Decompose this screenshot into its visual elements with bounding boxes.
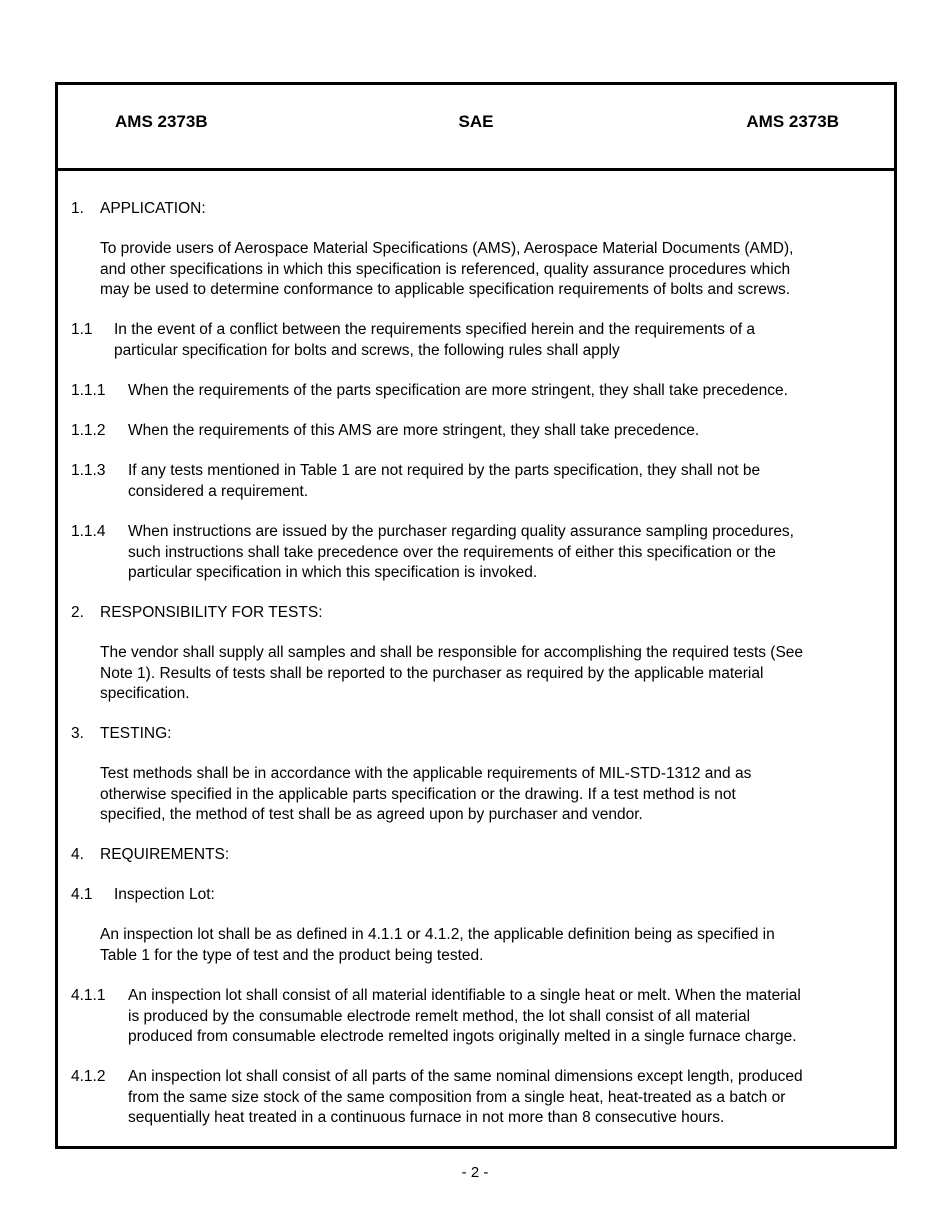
paragraph-line: otherwise specified in the applicable parts specification or the drawing. If a test method is not [100, 785, 736, 803]
page-number: - 2 - [461, 1164, 489, 1181]
doc-number-right: AMS 2373B [746, 112, 839, 131]
paragraph-line: APPLICATION: [100, 200, 206, 217]
paragraph-line: When instructions are issued by the purchaser regarding quality assurance sampling procedures, [128, 523, 794, 540]
paragraph-line: To provide users of Aerospace Material Specifications (AMS), Aerospace Material Documents (AMD), [100, 240, 794, 257]
section-number: 4. [71, 846, 84, 863]
section-number: 1.1.3 [71, 462, 106, 479]
section-number: 1.1.4 [71, 523, 106, 540]
section-number: 4.1.2 [71, 1068, 106, 1085]
paragraph-line: Table 1 for the type of test and the product being tested. [100, 946, 484, 964]
paragraph-line: An inspection lot shall consist of all parts of the same nominal dimensions except length, produced [128, 1068, 803, 1085]
paragraph-line: considered a requirement. [128, 482, 309, 500]
section-number: 3. [71, 725, 84, 742]
paragraph-line: particular specification in which this specification is invoked. [128, 564, 538, 581]
paragraph-line: particular specification for bolts and screws, the following rules shall apply [114, 341, 620, 359]
paragraph-line: specification. [100, 685, 190, 702]
paragraph-line: An inspection lot shall be as defined in 4.1.1 or 4.1.2, the applicable definition being as specified in [100, 926, 775, 943]
paragraph-line: RESPONSIBILITY FOR TESTS: [100, 604, 323, 621]
doc-number-left: AMS 2373B [115, 112, 208, 131]
paragraph-line: is produced by the consumable electrode remelt method, the lot shall consist of all material [128, 1007, 751, 1025]
section-number: 1.1.2 [71, 422, 106, 439]
section-number: 4.1.1 [71, 987, 106, 1004]
publisher-label: SAE [458, 112, 494, 131]
paragraph-line: and other specifications in which this specification is referenced, quality assurance procedures which [100, 260, 791, 278]
page-frame [55, 82, 897, 1149]
section-number: 4.1 [71, 886, 93, 903]
paragraph-line: In the event of a conflict between the requirements specified herein and the requirements of a [114, 321, 756, 338]
section-number: 1.1 [71, 321, 93, 338]
paragraph-line: An inspection lot shall consist of all material identifiable to a single heat or melt. When the material [128, 987, 801, 1004]
paragraph-line: may be used to determine conformance to applicable specification requirements of bolts and screws. [100, 281, 791, 298]
paragraph-line: sequentially heat treated in a continuous furnace in not more than 8 consecutive hours. [128, 1109, 725, 1126]
paragraph-line: TESTING: [100, 725, 172, 742]
paragraph-line: The vendor shall supply all samples and shall be responsible for accomplishing the required tests (See [100, 644, 804, 661]
paragraph-line: Inspection Lot: [114, 886, 215, 903]
paragraph-line: produced from consumable electrode remelted ingots originally melted in a single furnace charge. [128, 1028, 797, 1045]
paragraph-line: If any tests mentioned in Table 1 are not required by the parts specification, they shall not be [128, 462, 761, 479]
paragraph-line: Note 1). Results of tests shall be reported to the purchaser as required by the applicable material [100, 664, 764, 682]
paragraph-line: Test methods shall be in accordance with the applicable requirements of MIL-STD-1312 and as [100, 765, 752, 782]
paragraph-line: specified, the method of test shall be as agreed upon by purchaser and vendor. [100, 806, 643, 823]
paragraph-line: such instructions shall take precedence over the requirements of either this specification or the [128, 543, 776, 561]
paragraph-line: REQUIREMENTS: [100, 846, 230, 863]
section-number: 2. [71, 604, 84, 621]
paragraph-line: from the same size stock of the same composition from a single heat, heat-treated as a batch or [128, 1088, 786, 1106]
section-number: 1.1.1 [71, 382, 106, 399]
document-header [58, 85, 894, 171]
section-number: 1. [71, 200, 84, 217]
paragraph-line: When the requirements of this AMS are more stringent, they shall take precedence. [128, 422, 700, 439]
paragraph-line: When the requirements of the parts specification are more stringent, they shall take precedence. [128, 382, 788, 399]
